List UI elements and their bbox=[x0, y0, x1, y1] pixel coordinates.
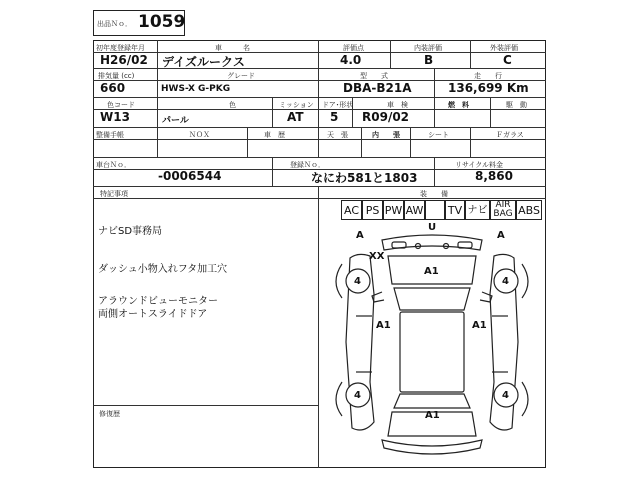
manual-label: 整備手帳 bbox=[96, 131, 124, 139]
ceiling-label: 天 張 bbox=[327, 131, 348, 139]
mark-rear: A1 bbox=[425, 410, 440, 421]
mission-value: AT bbox=[287, 110, 304, 124]
mileage-label: 走 行 bbox=[474, 72, 502, 80]
mark-hood: A1 bbox=[424, 266, 439, 277]
history-label: 車 歴 bbox=[264, 131, 285, 139]
exterior-score-label: 外装評価 bbox=[490, 44, 518, 52]
color-value: パール bbox=[162, 116, 189, 126]
score-value: 4.0 bbox=[340, 53, 362, 67]
equip-abs: ABS bbox=[516, 200, 542, 220]
equip-ac: AC bbox=[341, 200, 362, 220]
chassis-label: 車台Ｎｏ． bbox=[96, 161, 131, 169]
reg-no-value: なにわ581と1803 bbox=[311, 171, 418, 185]
color-code-value: W13 bbox=[100, 110, 130, 124]
equip-blank bbox=[425, 200, 445, 220]
door-value: 5 bbox=[330, 110, 339, 124]
interior-score-label: 内装評価 bbox=[414, 44, 442, 52]
equip-ps: PS bbox=[362, 200, 383, 220]
lot-number-label: 出品Ｎｏ． bbox=[97, 20, 132, 28]
rear-window bbox=[394, 394, 470, 408]
exterior-score-value: C bbox=[503, 53, 512, 67]
door-label: ドア･形状 bbox=[322, 101, 354, 109]
car-damage-diagram bbox=[320, 222, 544, 466]
grade-value: HWS-X G-PKG bbox=[161, 84, 231, 94]
recycle-value: 8,860 bbox=[475, 169, 513, 183]
mark-side-right: A1 bbox=[472, 320, 487, 331]
color-label: 色 bbox=[229, 101, 236, 109]
interior-score-value: B bbox=[424, 53, 434, 67]
lot-number: 1059 bbox=[138, 12, 186, 32]
mark-xx: XX bbox=[369, 251, 385, 262]
mark-top-center: U bbox=[428, 222, 437, 233]
equip-navi: ナビ bbox=[465, 200, 490, 220]
first-reg-value: H26/02 bbox=[100, 53, 148, 67]
mark-side-left: A1 bbox=[376, 320, 391, 331]
mark-top-left: A bbox=[356, 230, 364, 241]
mark-wheel-fl: 4 bbox=[354, 276, 361, 287]
car-name-label: 車 名 bbox=[215, 44, 250, 52]
recycle-label: リサイクル料金 bbox=[455, 161, 504, 169]
equip-tv: TV bbox=[445, 200, 465, 220]
displacement-value: 660 bbox=[100, 81, 126, 95]
first-reg-label: 初年度登録年月 bbox=[96, 44, 145, 52]
mission-label: ミッション bbox=[279, 101, 314, 109]
model-value: DBA-B21A bbox=[343, 81, 412, 95]
mark-top-right: A bbox=[497, 230, 505, 241]
glass-label: Ｆガラス bbox=[496, 131, 524, 139]
car-name-value: デイズルークス bbox=[162, 55, 245, 69]
drive-label: 駆 動 bbox=[506, 101, 527, 109]
inspection-label: 車 検 bbox=[387, 101, 408, 109]
note-line-1: ナビSD事務局 bbox=[98, 226, 163, 237]
chassis-value: -0006544 bbox=[158, 169, 222, 183]
rear-bumper bbox=[382, 440, 482, 454]
equip-airbag: AIR BAG bbox=[490, 200, 516, 220]
notes-label: 特記事項 bbox=[100, 190, 128, 198]
repair-history-label: 修復歴 bbox=[99, 410, 120, 418]
equip-aw: AW bbox=[404, 200, 425, 220]
lot-number-box bbox=[93, 10, 185, 36]
windshield bbox=[394, 288, 470, 310]
equipment-label: 装 備 bbox=[420, 190, 448, 198]
equip-pw: PW bbox=[383, 200, 404, 220]
reg-no-label: 登録Ｎｏ． bbox=[290, 161, 325, 169]
score-label: 評価点 bbox=[343, 44, 364, 52]
note-line-2: ダッシュ小物入れフタ加工穴 bbox=[98, 264, 228, 275]
fuel-label: 燃 料 bbox=[448, 101, 469, 109]
mark-wheel-rr: 4 bbox=[502, 390, 509, 401]
color-code-label: 色コード bbox=[107, 101, 135, 109]
grade-label: グレード bbox=[227, 72, 255, 80]
seat-label: シート bbox=[428, 131, 449, 139]
mark-wheel-fr: 4 bbox=[502, 276, 509, 287]
nox-label: ＮＯＸ bbox=[189, 131, 210, 139]
roof bbox=[400, 312, 464, 392]
mark-wheel-rl: 4 bbox=[354, 390, 361, 401]
interior-trim-label: 内 張 bbox=[372, 131, 400, 139]
note-line-3: アラウンドビューモニター bbox=[98, 296, 218, 307]
note-line-4: 両側オートスライドドア bbox=[98, 309, 208, 320]
model-label: 型 式 bbox=[360, 72, 388, 80]
mileage-value: 136,699 Km bbox=[448, 81, 529, 95]
inspection-value: R09/02 bbox=[362, 110, 410, 124]
displacement-label: 排気量 (cc) bbox=[98, 72, 135, 80]
